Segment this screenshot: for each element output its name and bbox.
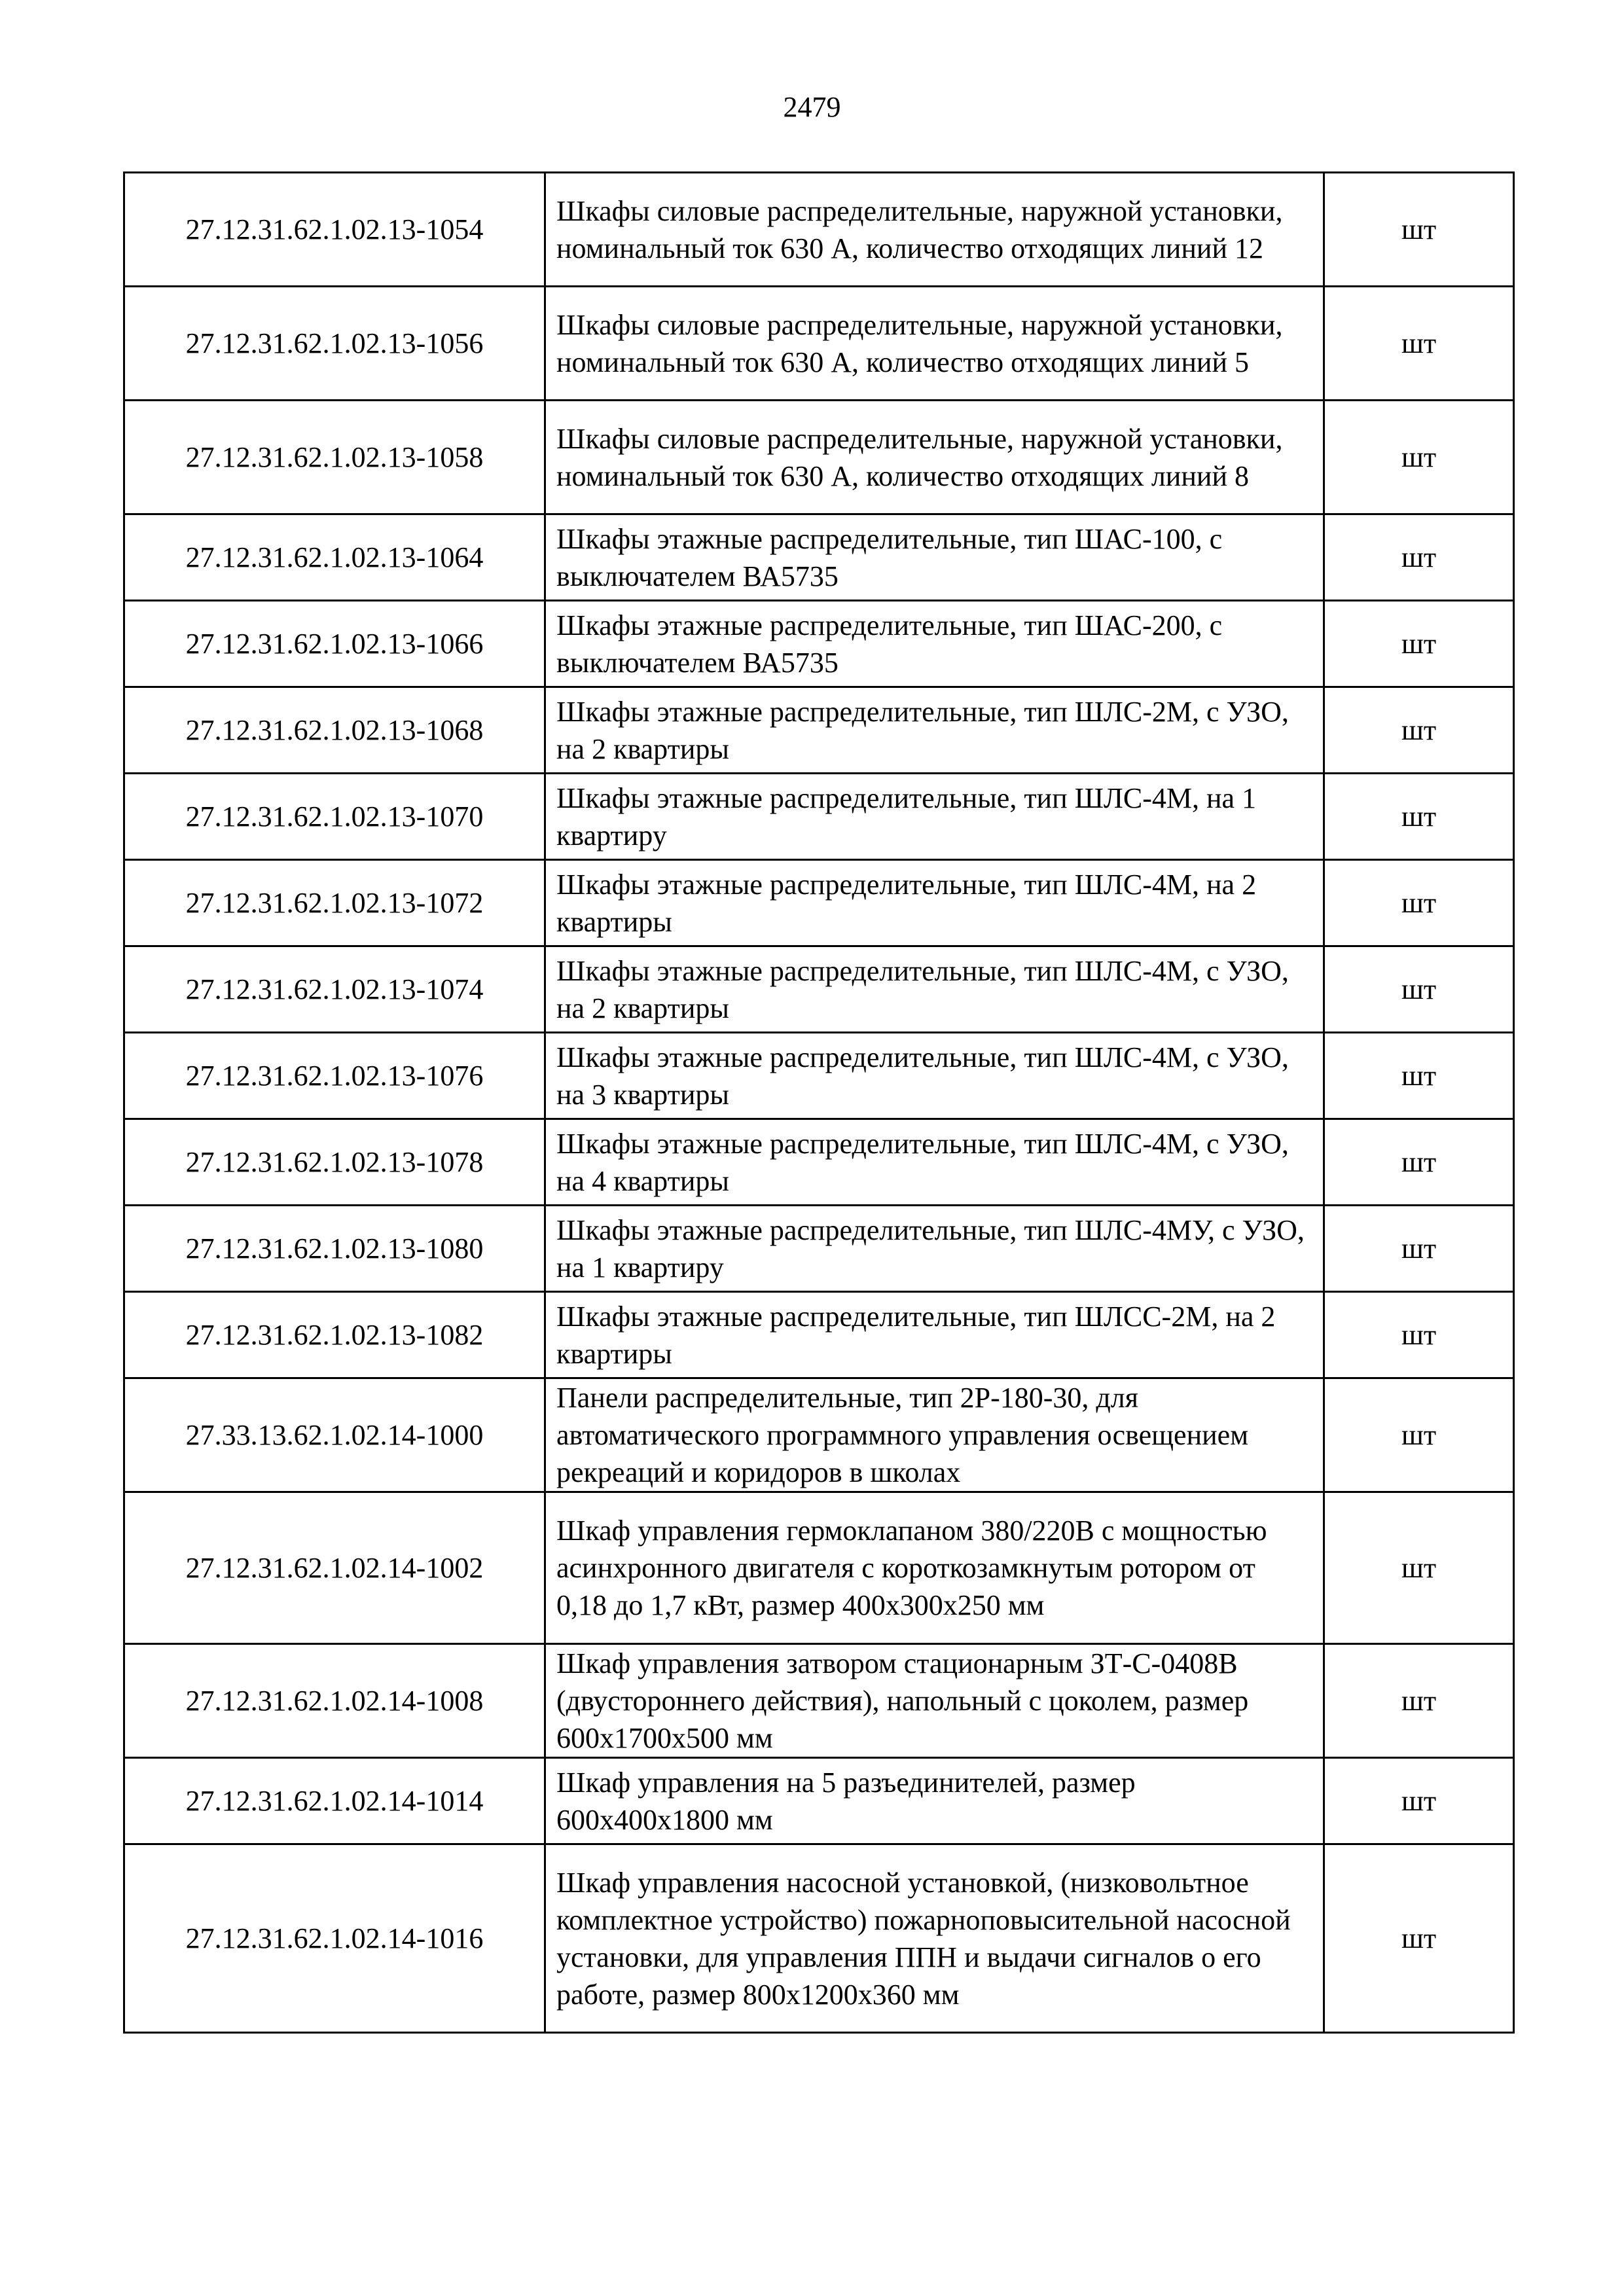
table-row [124,774,1514,860]
resource-code: 27.12.31.62.1.02.13-1068 [124,687,545,774]
resource-code: 27.12.31.62.1.02.13-1080 [124,1206,545,1292]
resource-name: Шкафы силовые распределительные, наружной установки, номинальный ток 630 А, количество отходящих линий 8 [545,401,1324,514]
table-row [124,287,1514,401]
resource-name: Шкафы силовые распределительные, наружной установки, номинальный ток 630 А, количество отходящих линий 12 [545,173,1324,287]
table-row [124,1206,1514,1292]
resource-code: 27.12.31.62.1.02.13-1072 [124,860,545,946]
resource-name: Шкафы этажные распределительные, тип ШЛС-4М, с УЗО, на 3 квартиры [545,1033,1324,1119]
table-row [124,601,1514,687]
resource-name: Шкафы этажные распределительные, тип ШАС-200, с выключателем ВА5735 [545,601,1324,687]
resource-table [123,171,1515,2034]
table-row [124,1758,1514,1844]
resource-unit: шт [1324,1644,1514,1758]
resource-name: Шкафы этажные распределительные, тип ШЛС-4М, с УЗО, на 4 квартиры [545,1119,1324,1206]
table-row [124,1033,1514,1119]
resource-unit: шт [1324,601,1514,687]
resource-unit: шт [1324,1758,1514,1844]
resource-name: Шкаф управления насосной установкой, (низковольтное комплектное устройство) пожарноповысительной насосной установки, для управления ППН и выдачи сигналов о его работе, размер 800х1200х360 мм [545,1844,1324,2033]
resource-unit: шт [1324,401,1514,514]
resource-code: 27.12.31.62.1.02.13-1054 [124,173,545,287]
table-row [124,1378,1514,1492]
resource-code: 27.12.31.62.1.02.13-1076 [124,1033,545,1119]
page-number: 2479 [783,91,841,123]
resource-unit: шт [1324,774,1514,860]
table-row [124,1644,1514,1758]
resource-unit: шт [1324,1492,1514,1644]
resource-name: Шкаф управления гермоклапаном 380/220В с мощностью асинхронного двигателя с короткозамкнутым ротором от 0,18 до 1,7 кВт, размер 400х300х250 мм [545,1492,1324,1644]
resource-name: Шкафы этажные распределительные, тип ШАС-100, с выключателем ВА5735 [545,514,1324,601]
resource-code: 27.12.31.62.1.02.14-1008 [124,1644,545,1758]
resource-unit: шт [1324,1292,1514,1378]
resource-name: Шкафы этажные распределительные, тип ШЛС-2М, с УЗО, на 2 квартиры [545,687,1324,774]
resource-unit: шт [1324,173,1514,287]
table-row [124,514,1514,601]
table-row [124,1292,1514,1378]
table-row [124,1844,1514,2033]
resource-name: Шкаф управления затвором стационарным ЗТ-С-0408В (двустороннего действия), напольный с цоколем, размер 600х1700х500 мм [545,1644,1324,1758]
resource-code: 27.12.31.62.1.02.13-1056 [124,287,545,401]
resource-unit: шт [1324,287,1514,401]
resource-unit: шт [1324,1378,1514,1492]
resource-unit: шт [1324,687,1514,774]
resource-name: Шкафы этажные распределительные, тип ШЛС-4М, на 2 квартиры [545,860,1324,946]
resource-name: Шкафы этажные распределительные, тип ШЛС-4М, с УЗО, на 2 квартиры [545,946,1324,1033]
resource-code: 27.12.31.62.1.02.13-1074 [124,946,545,1033]
resource-code: 27.12.31.62.1.02.14-1002 [124,1492,545,1644]
table-row [124,946,1514,1033]
resource-code: 27.12.31.62.1.02.14-1014 [124,1758,545,1844]
resource-code: 27.12.31.62.1.02.13-1070 [124,774,545,860]
resource-unit: шт [1324,514,1514,601]
resource-name: Панели распределительные, тип 2Р-180-30, для автоматического программного управления освещением рекреаций и коридоров в школах [545,1378,1324,1492]
resource-code: 27.12.31.62.1.02.13-1058 [124,401,545,514]
resource-unit: шт [1324,1206,1514,1292]
resource-unit: шт [1324,946,1514,1033]
resource-code: 27.12.31.62.1.02.14-1016 [124,1844,545,2033]
resource-code: 27.12.31.62.1.02.13-1078 [124,1119,545,1206]
resource-unit: шт [1324,1033,1514,1119]
table-row [124,1492,1514,1644]
resource-unit: шт [1324,860,1514,946]
resource-name: Шкафы этажные распределительные, тип ШЛС-4М, на 1 квартиру [545,774,1324,860]
table-row [124,173,1514,287]
resource-code: 27.12.31.62.1.02.13-1082 [124,1292,545,1378]
resource-name: Шкафы этажные распределительные, тип ШЛСС-2М, на 2 квартиры [545,1292,1324,1378]
resource-code: 27.12.31.62.1.02.13-1066 [124,601,545,687]
resource-name: Шкаф управления на 5 разъединителей, размер 600х400х1800 мм [545,1758,1324,1844]
resource-code: 27.12.31.62.1.02.13-1064 [124,514,545,601]
table-row [124,860,1514,946]
resource-name: Шкафы силовые распределительные, наружной установки, номинальный ток 630 А, количество отходящих линий 5 [545,287,1324,401]
resource-code: 27.33.13.62.1.02.14-1000 [124,1378,545,1492]
table-row [124,687,1514,774]
table-row [124,1119,1514,1206]
resource-name: Шкафы этажные распределительные, тип ШЛС-4МУ, с УЗО, на 1 квартиру [545,1206,1324,1292]
table-row [124,401,1514,514]
resource-unit: шт [1324,1844,1514,2033]
resource-unit: шт [1324,1119,1514,1206]
